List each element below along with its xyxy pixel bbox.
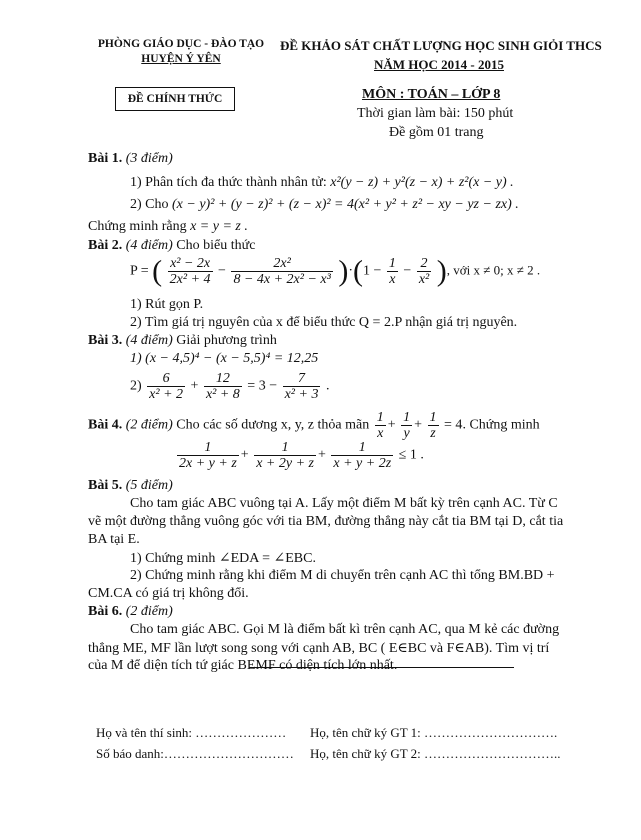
fraction-7: $\frac{7}{\text{x² + 3}}$	[284, 371, 319, 402]
supervisor-1-signature: Họ, tên chữ ký GT 1: ………………………….	[310, 725, 558, 740]
official-exam-box: ĐỀ CHÍNH THỨC	[115, 87, 235, 111]
problem-1-prove: Chứng minh rằng x = y = z .	[88, 219, 248, 234]
time-line: Thời gian làm bài: 150 phút	[357, 106, 514, 121]
problem-2-heading: Bài 2. (4 điểm) Cho biểu thức	[88, 238, 256, 253]
problem-6-line1: Cho tam giác ABC. Gọi M là điểm bất kì trên cạnh AC, qua M kẻ các đường	[130, 622, 560, 637]
problem-3-q1: 1) (x − 4,5)⁴ − (x − 5,5)⁴ = 12,25	[130, 351, 319, 366]
expression-P: P = ( $\frac{\text{x² − 2x}}{\text{2x² + 4}}$ − $\frac{\text{2x²}}{\text{8 − 4x + 2x² − x³}}$ )·(1 − $\frac{1}{x}$ − $\frac{2}{\text{x²}}$ ), với x ≠ 0; x ≠ 2 .	[130, 254, 541, 288]
pages-line: Đề gồm 01 trang	[389, 125, 484, 140]
problem-3-q2: 2) $\frac{6}{\text{x² + 2}}$ + $\frac{12}{\text{x² + 8}}$ = 3 − $\frac{7}{\text{x² + 3}}$ .	[130, 371, 330, 402]
problem-2-q2: 2) Tìm giá trị nguyên của x để biểu thức Q = 2.P nhận giá trị nguyên.	[130, 315, 518, 330]
fraction-4: $\frac{2}{\text{x²}}$	[418, 256, 430, 287]
supervisor-2-signature: Họ, tên chữ ký GT 2: …………………………..	[310, 746, 561, 761]
problem-5-q2-line2: CM.CA có giá trị không đổi.	[88, 586, 249, 601]
end-divider	[249, 667, 514, 668]
subject-line: MÔN : TOÁN – LỚP 8	[362, 87, 501, 102]
candidate-name-field: Họ và tên thí sinh: …………………	[96, 725, 287, 740]
problem-1-q2: 2) Cho (x − y)² + (y − z)² + (z − x)² = 4(x² + y² + z² − xy − yz − zx) .	[130, 197, 519, 212]
problem-5-q2-line1: 2) Chứng minh rằng khi điểm M di chuyển trên cạnh AC thì tổng BM.BD +	[130, 568, 555, 583]
department-name: PHÒNG GIÁO DỤC - ĐÀO TẠO	[97, 38, 265, 50]
problem-1-heading: Bài 1. (3 điểm)	[88, 151, 173, 166]
fraction-12: $\frac{12}{\text{x² + 8}}$	[205, 371, 240, 402]
problem-5-line3: BA tại E.	[88, 532, 140, 547]
problem-4-statement: Bài 4. (2 điểm) Cho các số dương x, y, z thỏa mãn $\frac{1}{x}$ + $\frac{1}{y}$ + $\frac{1}{z}$ = 4. Chứng minh	[88, 410, 540, 441]
fraction-1: $\frac{\text{x² − 2x}}{\text{2x² + 4}}$	[169, 256, 211, 287]
exam-title: ĐỀ KHẢO SÁT CHẤT LƯỢNG HỌC SINH GIỎI THCS	[280, 38, 602, 53]
problem-5-line2: vẽ một đường thẳng vuông góc với tia BM, đường thẳng này cắt tia BM tại D, cắt tia	[88, 514, 564, 529]
problem-5-heading: Bài 5. (5 điểm)	[88, 478, 173, 493]
problem-6-line2: thẳng ME, MF lần lượt song song với cạnh AB, BC ( E∈BC và F∈AB). Tìm vị trí	[88, 641, 550, 656]
fraction-6: $\frac{6}{\text{x² + 2}}$	[149, 371, 184, 402]
problem-5-line1: Cho tam giác ABC vuông tại A. Lấy một điểm M bất kỳ trên cạnh AC. Từ C	[130, 496, 558, 511]
problem-4-inequality: $\frac{1}{2x + y + z}$ + $\frac{1}{x + 2y + z}$ + $\frac{1}{x + y + 2z}$ ≤ 1 .	[179, 440, 424, 471]
candidate-id-field: Số báo danh:…………………………	[96, 746, 294, 761]
fraction-2: $\frac{\text{2x²}}{\text{8 − 4x + 2x² − x³}}$	[233, 256, 331, 287]
problem-5-q1: 1) Chứng minh ∠EDA = ∠EBC.	[130, 551, 316, 566]
district-name: HUYỆN Ý YÊN	[141, 53, 221, 65]
fraction-3: $\frac{1}{x}$	[388, 256, 396, 287]
problem-3-heading: Bài 3. (4 điểm) Giải phương trình	[88, 333, 277, 348]
problem-6-heading: Bài 6. (2 điểm)	[88, 604, 173, 619]
problem-1-q1: 1) Phân tích đa thức thành nhân tử: x²(y − z) + y²(z − x) + z²(x − y) .	[130, 175, 514, 190]
school-year: NĂM HỌC 2014 - 2015	[374, 57, 504, 72]
problem-2-q1: 1) Rút gọn P.	[130, 297, 204, 312]
problem-6-line3: của M để diện tích tứ giác BEMF có diện tích lớn nhất.	[88, 658, 398, 673]
